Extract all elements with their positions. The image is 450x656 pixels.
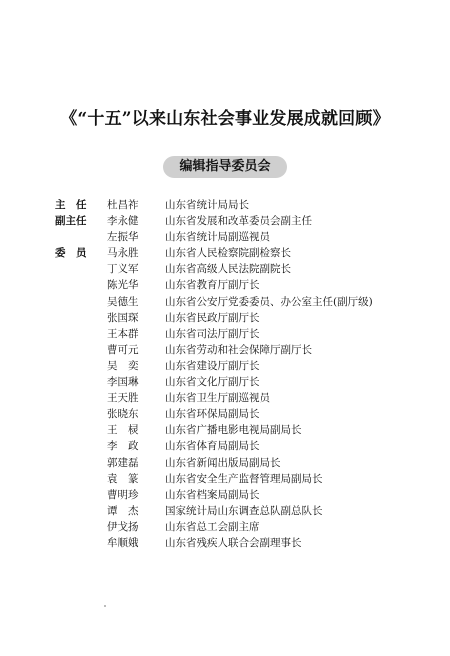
member-position: 山东省文化厅副厅长: [165, 376, 260, 389]
roster-row: [55, 342, 395, 358]
member-name: 李国琳: [107, 376, 139, 389]
roster-row: [55, 535, 395, 551]
member-role: 副主任: [55, 215, 87, 228]
member-name: 王天胜: [107, 392, 139, 405]
member-role: [55, 471, 107, 487]
roster-row: [55, 261, 395, 277]
committee-roster: [55, 197, 395, 551]
member-role: [55, 519, 107, 535]
roster-row: [55, 390, 395, 406]
document-title: 《“十五”以来山东社会事业发展成就回顾》: [60, 109, 390, 129]
member-role: [55, 438, 107, 454]
member-role: 委 员: [55, 247, 87, 260]
member-name: 丁义军: [107, 263, 139, 276]
member-position: 山东省广播电影电视局副局长: [165, 424, 302, 437]
member-role: [55, 261, 107, 277]
member-position: 山东省劳动和社会保障厅副厅长: [165, 343, 312, 356]
member-name: 吴德生: [107, 295, 139, 308]
member-name: 张晓东: [107, 408, 139, 421]
member-name: 王本群: [107, 327, 139, 340]
roster-row: [55, 471, 395, 487]
roster-row: [55, 406, 395, 422]
member-position: 山东省民政厅副厅长: [165, 311, 260, 324]
member-role: [55, 406, 107, 422]
committee-heading-wrap: [0, 156, 450, 178]
roster-row: [55, 422, 395, 438]
roster-row: [55, 358, 395, 374]
page-speck: [104, 605, 106, 607]
member-position: 山东省司法厅副厅长: [165, 327, 260, 340]
member-position: 山东省公安厅党委委员、办公室主任(副厅级): [165, 295, 373, 308]
member-position: 山东省档案局副局长: [165, 488, 260, 501]
member-name: 曹可元: [107, 343, 139, 356]
member-name: 杜昌祚: [107, 199, 139, 211]
member-position: 山东省体育局副局长: [165, 440, 260, 453]
roster-row: [55, 487, 395, 503]
member-name: 马永胜: [107, 247, 139, 260]
member-role: [55, 390, 107, 406]
member-position: 山东省残疾人联合会副理事长: [165, 536, 302, 549]
member-position: 山东省卫生厅副巡视员: [165, 392, 270, 405]
member-role: [55, 277, 107, 293]
roster-row: [55, 213, 395, 229]
roster-row: [55, 245, 395, 261]
member-name: 袁 篆: [107, 472, 139, 485]
roster-row: [55, 229, 395, 245]
member-name: 谭 杰: [107, 504, 139, 517]
member-role: [55, 455, 107, 471]
member-position: 山东省统计局局长: [165, 199, 249, 211]
member-role: [55, 342, 107, 358]
member-role: [55, 326, 107, 342]
member-name: 陈光华: [107, 279, 139, 292]
member-position: 山东省安全生产监督管理局副局长: [165, 472, 323, 485]
roster-row: [55, 455, 395, 471]
member-position: 山东省总工会副主席: [165, 520, 260, 533]
member-name: 伊戈扬: [107, 520, 139, 533]
roster-row: [55, 197, 395, 213]
member-role: [55, 503, 107, 519]
member-name: 王 棂: [107, 424, 139, 437]
member-position: 山东省新闻出版局副局长: [165, 456, 281, 469]
member-name: 曹明珍: [107, 488, 139, 501]
roster-row: [55, 294, 395, 310]
member-role: [55, 374, 107, 390]
member-name: 左振华: [107, 231, 139, 244]
member-position: 山东省建设厅副厅长: [165, 359, 260, 372]
member-role: [55, 358, 107, 374]
member-position: 国家统计局山东调查总队副总队长: [165, 504, 323, 517]
member-position: 山东省人民检察院副检察长: [165, 247, 291, 260]
member-role: [55, 487, 107, 503]
member-name: 牟顺娥: [107, 536, 139, 549]
roster-row: [55, 310, 395, 326]
member-role: [55, 294, 107, 310]
member-position: 山东省教育厅副厅长: [165, 279, 260, 292]
member-role: [55, 422, 107, 438]
member-position: 山东省发展和改革委员会副主任: [165, 215, 312, 228]
roster-row: [55, 277, 395, 293]
roster-row: [55, 503, 395, 519]
member-name: 郭建磊: [107, 456, 139, 469]
member-role: [55, 535, 107, 551]
member-name: 李 政: [107, 440, 139, 453]
member-name: 张国琛: [107, 311, 139, 324]
member-role: [55, 229, 107, 245]
member-name: 李永健: [107, 215, 139, 228]
member-position: 山东省环保局副局长: [165, 408, 260, 421]
roster-row: [55, 438, 395, 454]
member-position: 山东省统计局副巡视员: [165, 231, 270, 244]
member-position: 山东省高级人民法院副院长: [165, 263, 291, 276]
committee-heading: 编辑指导委员会: [163, 156, 286, 178]
roster-row: [55, 519, 395, 535]
member-role: 主 任: [55, 199, 87, 211]
member-role: [55, 310, 107, 326]
member-name: 吴 奕: [107, 359, 139, 372]
roster-row: [55, 374, 395, 390]
roster-row: [55, 326, 395, 342]
